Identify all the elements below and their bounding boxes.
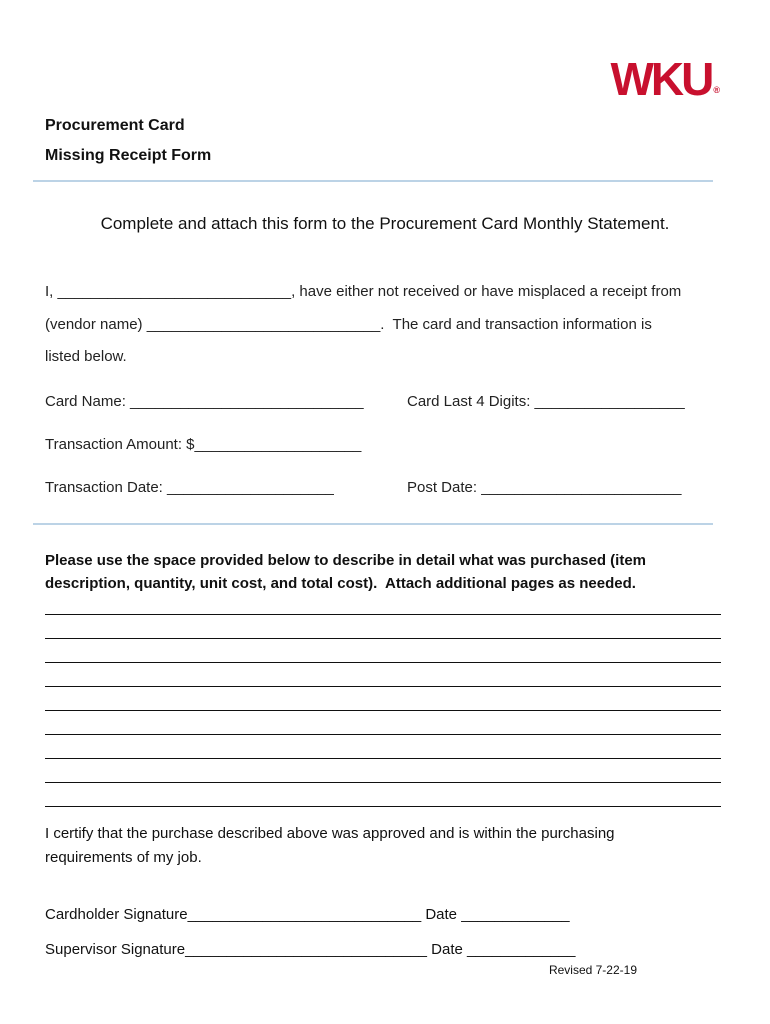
divider-top [33,180,713,182]
revision-date: Revised 7-22-19 [548,963,637,977]
statement-line1[interactable]: I, ____________________________, have either not received or have misplaced a receipt from [45,283,682,300]
certification-text: I certify that the purchase described above was approved and is within the purchasing requirements of my job. [45,825,615,866]
registered-mark: ® [713,85,720,95]
cardholder-signature-field[interactable]: Cardholder Signature____________________________ Date _____________ [45,906,570,923]
transaction-amount-field[interactable]: Transaction Amount: $____________________ [45,436,362,453]
statement-line2[interactable]: (vendor name) ____________________________. The card and transaction information is [45,316,652,333]
form-title-line2: Missing Receipt Form [45,147,212,164]
description-line[interactable] [45,806,721,807]
card-name-field[interactable]: Card Name: ____________________________ [45,393,364,410]
instruction-heading: Complete and attach this form to the Procurement Card Monthly Statement. [100,214,670,233]
wku-logo [610,53,720,115]
supervisor-signature-field[interactable]: Supervisor Signature_____________________________ Date _____________ [45,941,576,958]
description-line[interactable] [45,662,721,663]
description-line[interactable] [45,638,721,639]
description-line[interactable] [45,758,721,759]
description-line[interactable] [45,614,721,615]
description-line[interactable] [45,782,721,783]
description-prompt-line2: description, quantity, unit cost, and total cost). Attach additional pages as needed. [45,575,636,592]
statement-line3: listed below. [45,348,127,365]
description-line[interactable] [45,710,721,711]
description-line[interactable] [45,686,721,687]
card-last4-field[interactable]: Card Last 4 Digits: __________________ [407,393,685,410]
description-line[interactable] [45,734,721,735]
description-prompt-line1: Please use the space provided below to describe in detail what was purchased (item [45,552,647,569]
transaction-date-field[interactable]: Transaction Date: ____________________ [45,479,334,496]
logo-text: WKU [610,53,712,105]
post-date-field[interactable]: Post Date: ________________________ [407,479,682,496]
form-title-line1: Procurement Card [45,117,185,134]
divider-middle [33,523,713,525]
